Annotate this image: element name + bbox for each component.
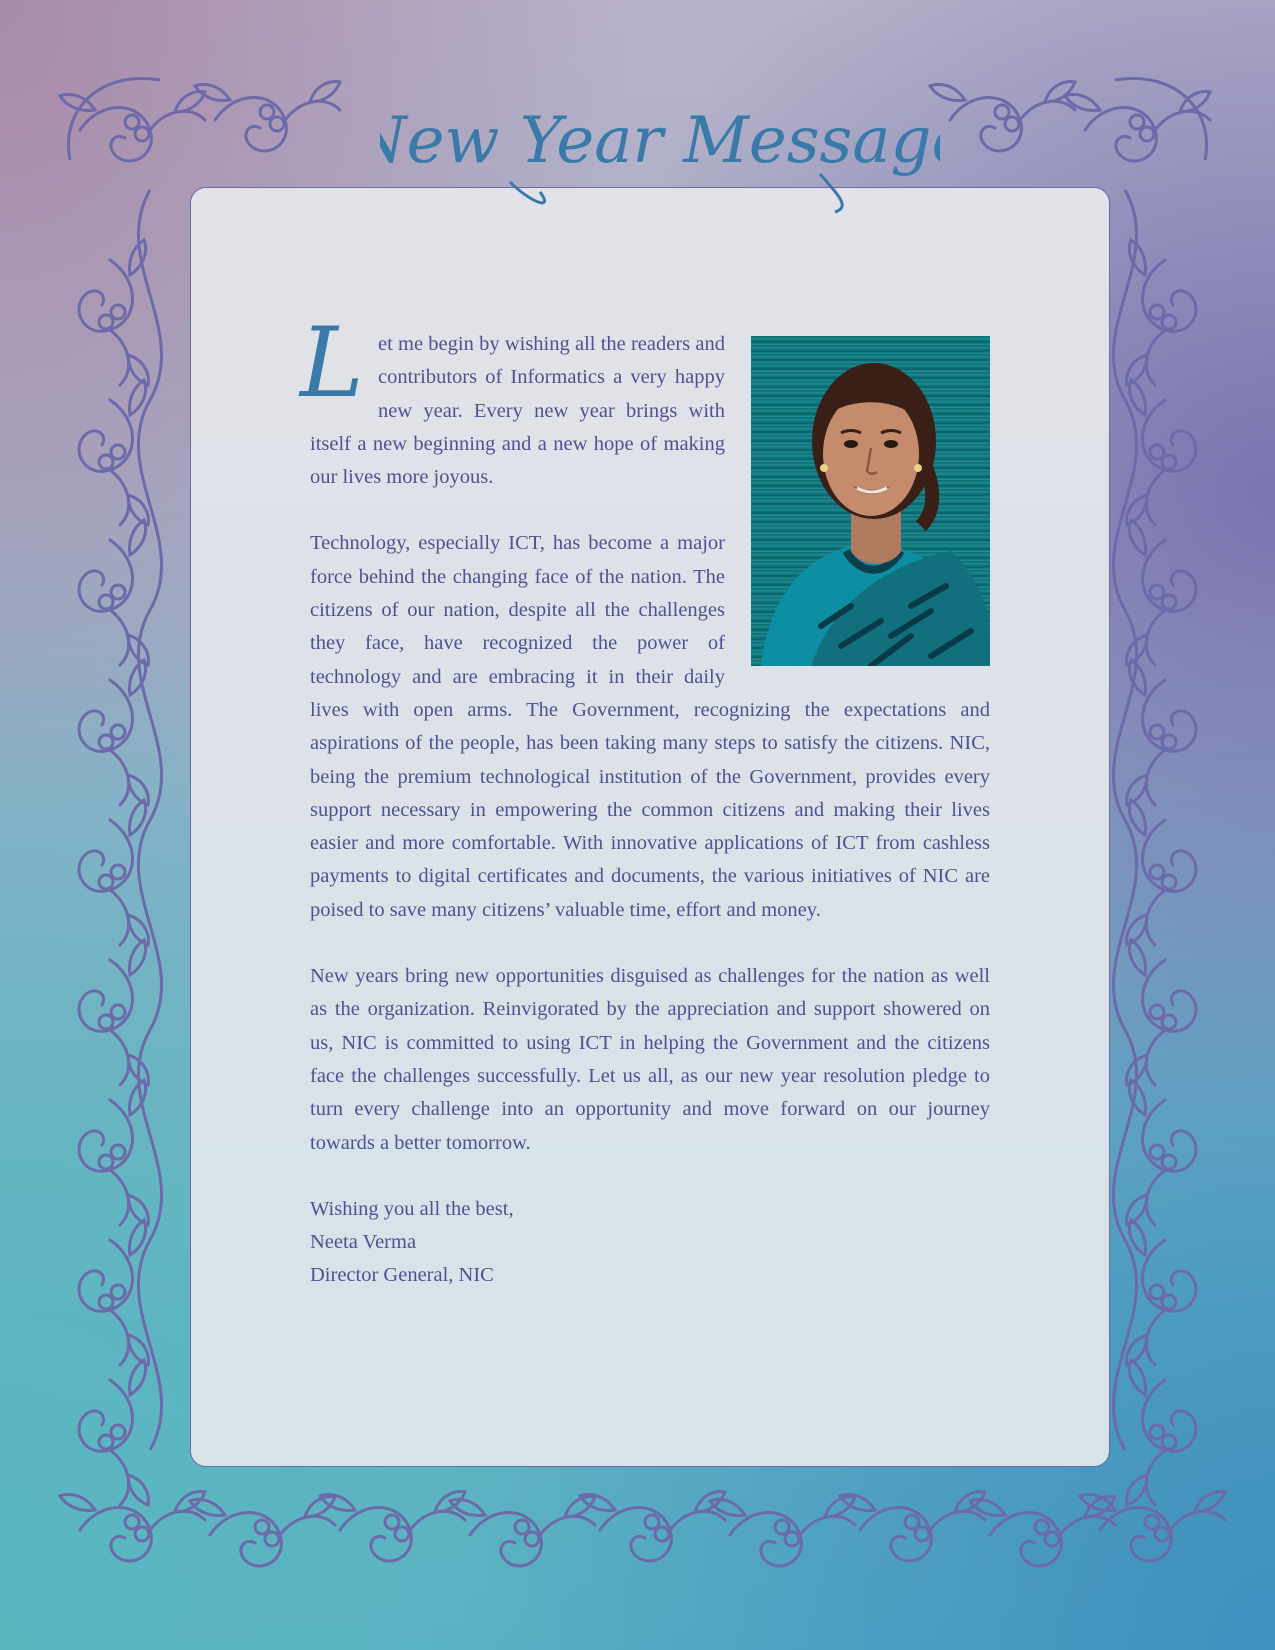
drop-cap — [292, 314, 372, 414]
signatory-title: Director General, NIC — [310, 1264, 494, 1287]
message-body — [300, 314, 990, 1293]
page-title-text: New Year Message — [380, 104, 940, 178]
paragraph-1: et me begin by wishing all the readers and contributors of Informatics a very happy new year. Every new year brings with itself a new beginning and a new hope of making our lives more joyous. — [310, 333, 725, 489]
paragraph-2: Technology, especially ICT, has become a major force behind the changing face of the nation. The citizens of our nation, despite all the challenges they face, have recognized the power of technology and are embracing it in their daily lives with open arms. The Government, recognizing the expectations and aspirations of the people, has been taking many steps to satisfy the citizens. NIC, being the premium technological institution of the Government, provides every support necessary in empowering the common citizens and making their lives easier and more comfortable. With innovative applications of ICT from cashless payments to digital certificates and documents, the various initiatives of NIC are poised to save many citizens’ valuable time, effort and money. — [310, 532, 990, 921]
left-ornament — [79, 190, 162, 1505]
right-ornament — [1113, 190, 1196, 1505]
page-title — [380, 62, 940, 222]
signatory-name: Neeta Verma — [310, 1231, 417, 1254]
signature-block — [310, 1226, 990, 1293]
portrait-photo — [751, 336, 990, 666]
closing-line: Wishing you all the best, — [310, 1197, 514, 1220]
paragraph-3: New years bring new opportunities disguised as challenges for the nation as well as the organization. Reinvigorated by the appreciation and support showered on us, NIC is committed to using ICT in helping the Government and the citizens face the challenges successfully. Let us all, as our new year resolution pledge to turn every challenge into an opportunity and move forward on our journey towards a better tomorrow. — [310, 965, 990, 1154]
drop-cap-letter: L — [300, 314, 364, 414]
bottom-ornament — [60, 1492, 1225, 1566]
